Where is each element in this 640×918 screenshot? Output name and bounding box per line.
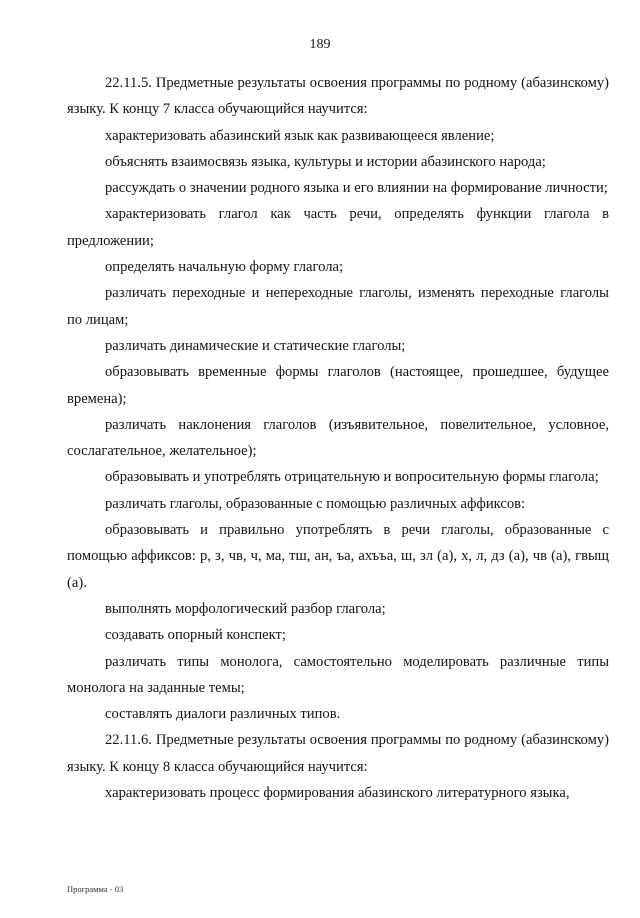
list-item: различать динамические и статические глаголы; xyxy=(105,337,406,354)
list-item: различать глаголы, образованные с помощью различных аффиксов: xyxy=(105,495,526,512)
list-item: образовывать и употреблять отрицательную и вопросительную формы глагола; xyxy=(105,469,599,486)
list-item: рассуждать о значении родного языка и его влиянии на формирование личности; xyxy=(105,180,608,197)
list-item: составлять диалоги различных типов. xyxy=(105,706,341,723)
list-item: определять начальную форму глагола; xyxy=(105,259,344,276)
section-heading-22-11-6: 22.11.6. Предметные результаты освоения программы по родному (абазинскому) языку. К концу 8 класса обучающийся научится: xyxy=(67,732,609,775)
list-item: создавать опорный конспект; xyxy=(105,627,286,644)
list-item: характеризовать глагол как часть речи, определять функции глагола в предложении; xyxy=(67,206,609,249)
page-number: 189 xyxy=(309,37,331,52)
list-item: образовывать и правильно употреблять в речи глаголы, образованные с помощью аффиксов: р, з, чв, ч, ма, тш, ан, ъа, ахъъа, ш, зл (а), х, л, дз (а), чв (а), гвыщ (а). xyxy=(67,522,609,591)
document-body xyxy=(67,70,609,806)
list-item: образовывать временные формы глаголов (настоящее, прошедшее, будущее времена); xyxy=(67,364,609,407)
list-item: характеризовать абазинский язык как развивающееся явление; xyxy=(105,127,495,144)
list-item: объяснять взаимосвязь языка, культуры и истории абазинского народа; xyxy=(105,153,546,170)
list-item: выполнять морфологический разбор глагола; xyxy=(105,600,386,617)
list-item: различать наклонения глаголов (изъявительное, повелительное, условное, сослагательное, желательное); xyxy=(67,416,609,460)
list-item: различать типы монолога, самостоятельно моделировать различные типы монолога на заданные темы; xyxy=(67,653,609,696)
list-item: различать переходные и непереходные глаголы, изменять переходные глаголы по лицам; xyxy=(67,285,609,328)
list-item: характеризовать процесс формирования абазинского литературного языка, xyxy=(105,785,570,802)
section-heading-22-11-5: 22.11.5. Предметные результаты освоения программы по родному (абазинскому) языку. К концу 7 класса обучающийся научится: xyxy=(67,75,609,118)
footer-program-label: Программа - 03 xyxy=(67,884,124,894)
